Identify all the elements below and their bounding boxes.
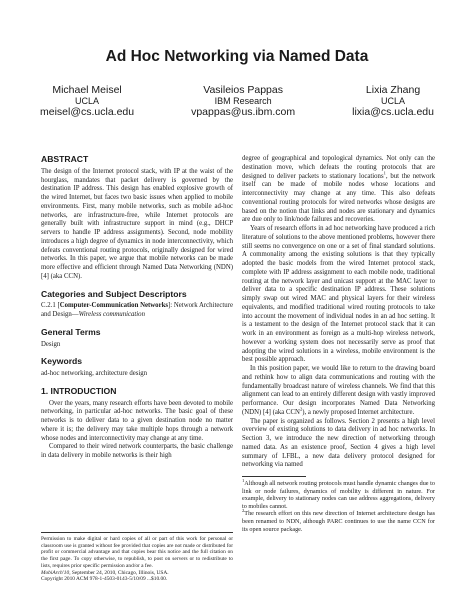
footnote-rule <box>242 476 306 477</box>
author-affiliation: IBM Research <box>214 96 272 106</box>
abstract-heading: ABSTRACT <box>41 154 89 164</box>
venue-line: MobiArch'10, September 24, 2010, Chicago, Illinois, USA. <box>41 569 169 576</box>
introduction-heading: 1. INTRODUCTION <box>41 385 117 396</box>
categories-text: C.2.1 [Computer-Communication Networks]: Network Architecture and Design—Wireless communication <box>41 302 233 318</box>
author-email: lixia@cs.ucla.edu <box>352 106 434 118</box>
left-column <box>41 155 233 461</box>
author-2 <box>191 85 295 118</box>
paper-title: Ad Hoc Networking via Named Data <box>105 48 369 65</box>
general-terms-text: Design <box>41 340 61 348</box>
permission-text: Permission to make digital or hard copies of all or part of this work for personal or classroom use is granted without fee provided that copies are not made or distributed for profit or commercial advantage and that copies bear this notice and the full citation on the first page. To copy otherwise, to republish, to post on servers or to redistribute to lists, requires prior specific permission and/or a fee. <box>41 536 233 569</box>
body-paragraph-4: The paper is organized as follows. Section 2 presents a high level overview of existing solutions to data delivery in ad hoc networks. In Section 3, we introduce the new direction of networking through named data. As an existence proof, Section 4 gives a high level summary of LFBL, a new data delivery protocol designed for networking via named <box>242 417 435 469</box>
author-email: meisel@cs.ucla.edu <box>40 106 135 118</box>
author-1 <box>40 85 134 118</box>
copyright-line: Copyright 2010 ACM 978-1-4503-0143-5/10/09 ...$10.00. <box>41 576 168 583</box>
author-name: Michael Meisel <box>52 84 122 96</box>
keywords-heading: Keywords <box>41 356 83 367</box>
footnote-1: $^1$Although all network routing protocols must handle dynamic changes due to link or node failures, dynamics of mobility is different in nature. For example, delivery to stationary nodes can use address aggregations, delivery to mobiles cannot. <box>242 477 435 510</box>
permission-notice <box>41 532 233 583</box>
author-affiliation: UCLA <box>75 96 100 106</box>
body-paragraph-2: Years of research efforts in ad hoc networking have produced a rich literature of solutions to the above mentioned problems, however there still seems no convergence on one or a set of final standard solutions. A commonality among the existing solutions is that they typically adopted the basic models from the wired Internet protocol stack, complete with IP address assignment to each mobile node, traditional routing at the network layer and unicast support at the MAC layer to deliver data to a specific destination IP address. These solutions simply swap out wired MAC and physical layers for their wireless equivalents, and modified traditional wired routing protocols to take into account the movement of individual nodes in an ad hoc setting. It is a testament to the design of the Internet protocol stack that it can work in an environment as foreign as a multi-hop wireless network, however a working system does not necessarily serve as proof that adopting the wired solutions in a wireless, mobile environment is the best possible approach. <box>242 225 435 364</box>
body-paragraph-1: degree of geographical and topological dynamics. Not only can the destination move, which defeats the routing protocols that are designed to deliver packets to stationary locations$^1$, but the network itself can be made of mobile nodes whose locations and interconnectivity may change at any time. This also defeats conventional routing protocols for wired networks whose designs are based on the notion that links and nodes are stationary and dynamics are due only to link/node failures and recoveries. <box>242 155 436 224</box>
author-name: Lixia Zhang <box>365 84 421 96</box>
categories-heading: Categories and Subject Descriptors <box>41 288 187 299</box>
author-3 <box>352 85 434 118</box>
intro-paragraph-2: Compared to their wired network counterparts, the basic challenge in data delivery in mobile networks is their high <box>41 443 233 459</box>
author-block <box>40 85 434 118</box>
author-affiliation: UCLA <box>381 96 406 106</box>
general-terms-heading: General Terms <box>41 326 101 337</box>
permission-rule <box>41 532 233 533</box>
author-name: Vasileios Pappas <box>203 84 283 96</box>
footnote-2: $^2$The research effort on this new direction of Internet architecture design has been renamed to NDN, although PARC continues to use the name CCN for its open source package. <box>242 508 435 533</box>
keywords-text: ad-hoc networking, architecture design <box>41 370 148 377</box>
abstract-text: The design of the Internet protocol stack, with IP at the waist of the hourglass, mandates that packet delivery is governed by the destination IP address. This design has enabled explosive growth of the wired Internet, but faces two basic issues when applied to mobile environments. First, many mobile networks, such as mobile ad-hoc networks, are infrastructure-free, while Internet protocols are generally built with infrastructure support in mind (e.g., DHCP servers to handle IP address assignments). Second, node mobility introduces a high degree of dynamics in node interconnectivity, which defeats conventional routing protocols, originally designed for wired networks. In this paper, we argue that mobile networks can be made more effective and efficient through Named Data Networking (NDN) [4] (aka CCN). <box>41 167 233 280</box>
body-paragraph-3: In this position paper, we would like to return to the drawing board and rethink how to align data communications and routing with the fundamentally broadcast nature of wireless channels. We find that this alignment can lead to an entirely different design with vastly improved performance. Our design incorporates Named Data Networking (NDN) [4] (aka CCN$^2$), a newly proposed Internet architecture. <box>242 365 435 416</box>
intro-paragraph-1: Over the years, many research efforts have been devoted to mobile networking, in particular ad-hoc networks. The basic goal of these networks is to deliver data to a given destination node no matter where it is; the delivery may take multiple hops through a network whose nodes and interconnectivity may change at any time. <box>41 399 233 442</box>
author-email: vpappas@us.ibm.com <box>191 106 296 118</box>
right-column <box>242 155 435 533</box>
